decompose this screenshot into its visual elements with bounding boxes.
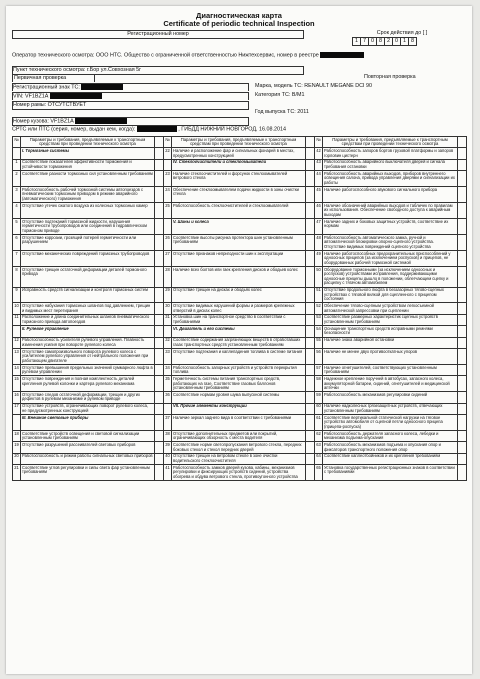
table-row bbox=[13, 376, 467, 392]
check-mark-cell bbox=[306, 465, 315, 481]
item-requirement: Работоспособность аварийных выходов, приборов внутреннего освещения салона, привода управления дверями и сигнализации их работы bbox=[323, 171, 458, 187]
item-number: 56 bbox=[315, 348, 323, 364]
item-number: 6 bbox=[13, 235, 21, 251]
item-number: 17 bbox=[13, 403, 21, 414]
check-mark-cell bbox=[155, 203, 164, 219]
check-mark-cell bbox=[458, 250, 467, 266]
section-title: I. Тормозные системы bbox=[21, 148, 155, 159]
table-row bbox=[13, 159, 467, 170]
check-mark-cell bbox=[458, 203, 467, 219]
check-mark-cell bbox=[306, 159, 315, 170]
year: Год выпуска ТС: 2011 bbox=[255, 109, 309, 115]
title-ru: Диагностическая карта bbox=[196, 11, 282, 20]
section-title: V. Шины и колеса bbox=[172, 219, 306, 235]
table-row bbox=[13, 403, 467, 414]
check-mark-cell bbox=[306, 187, 315, 203]
item-number bbox=[13, 415, 21, 431]
item-number: 51 bbox=[315, 287, 323, 303]
inspection-point: Пункт технического осмотра: г.Бор ул.Совхозная 5г bbox=[12, 66, 304, 75]
item-requirement: Работоспособность механизмов подъема и опускания опор и фиксаторов транспортного положения опор bbox=[323, 442, 458, 453]
check-mark-cell bbox=[155, 266, 164, 287]
check-mark-cell bbox=[155, 148, 164, 159]
item-number: 41 bbox=[164, 465, 172, 481]
item-number: 26 bbox=[164, 235, 172, 251]
item-requirement: Работоспособность запоров бортов грузовой платформы и запоров горловин цистерн bbox=[323, 148, 458, 159]
col-num: № bbox=[13, 137, 21, 148]
item-number: 37 bbox=[164, 415, 172, 431]
table-row bbox=[13, 431, 467, 442]
check-mark-cell bbox=[458, 266, 467, 287]
item-requirement: Отсутствие трещин остаточной деформации деталей тормозного привода bbox=[21, 266, 155, 287]
frame-no: Номер рамы: ОТСУТСТВУЕТ bbox=[12, 101, 249, 110]
table-row bbox=[13, 453, 467, 464]
reg-sign-box bbox=[12, 83, 249, 91]
check-mark-cell bbox=[155, 171, 164, 187]
check-mark-cell bbox=[458, 159, 467, 170]
item-requirement: Наличие работоспособных предохранительных приспособлений у одноосных прицепов (за исключением роспусков) и прицепов, не оборудованных рабочей тормозной системой bbox=[323, 250, 458, 266]
item-requirement: Герметичность системы питания транспортных средств, работающих на газе. Соответствие газовых баллонов установленным требованиям bbox=[172, 376, 306, 392]
redaction bbox=[137, 126, 177, 132]
check-mark-cell bbox=[458, 442, 467, 453]
item-requirement: Соответствие содержания загрязняющих веществ в отработавших газах транспортных средств установленным требованиям bbox=[172, 337, 306, 348]
check-mark-cell bbox=[155, 392, 164, 403]
item-number: 43 bbox=[315, 159, 323, 170]
item-number: 63 bbox=[315, 442, 323, 453]
item-requirement: Соответствие норме светопропускания ветрового стекла, передних боковых стекол и стекол передних дверей bbox=[172, 442, 306, 453]
item-number: 38 bbox=[164, 431, 172, 442]
col-mark bbox=[458, 137, 467, 148]
item-number: 27 bbox=[164, 250, 172, 266]
item-requirement: Отсутствие повреждения и полная комплектность деталей крепления рулевой колонки и картера рулевого механизма bbox=[21, 376, 155, 392]
check-mark-cell bbox=[458, 287, 467, 303]
item-requirement: Обеспечение стеклоомывателем подачи жидкости в зоны очистки стекла bbox=[172, 187, 306, 203]
vehicle-row-2 bbox=[12, 92, 466, 100]
check-mark-cell bbox=[155, 376, 164, 392]
check-mark-cell bbox=[155, 415, 164, 431]
operator-text: Оператор технического осмотра: ООО НТС. Общество с ограниченной ответственностью Нижтехсервис, номер в реестре bbox=[12, 52, 319, 59]
item-number: 3 bbox=[13, 187, 21, 203]
item-number: 28 bbox=[164, 266, 172, 287]
check-mark-cell bbox=[306, 219, 315, 235]
check-mark-cell bbox=[155, 465, 164, 481]
item-number: 35 bbox=[164, 376, 172, 392]
item-number: 36 bbox=[164, 392, 172, 403]
item-requirement: Отсутствие трещин на ветровом стекле в зоне очистки водительского стеклоочистителя bbox=[172, 453, 306, 464]
item-number: 55 bbox=[315, 337, 323, 348]
check-mark-cell bbox=[306, 442, 315, 453]
table-row bbox=[13, 364, 467, 375]
table-row bbox=[13, 337, 467, 348]
item-requirement: Отсутствие видимых нарушений формы и размеров крепежных отверстий в дисках колес bbox=[172, 303, 306, 314]
item-number: 61 bbox=[315, 415, 323, 431]
item-number: 1 bbox=[13, 159, 21, 170]
item-number: 16 bbox=[13, 392, 21, 403]
check-mark-cell bbox=[306, 337, 315, 348]
item-requirement: Отсутствие утечек сжатого воздуха из колесных тормозных камер bbox=[21, 203, 155, 219]
item-number: 18 bbox=[13, 431, 21, 442]
item-requirement: Оснащение транспортных средств исправными ремнями безопасности bbox=[323, 326, 458, 337]
item-number: 2 bbox=[13, 171, 21, 187]
repeat-check: Повторная проверка bbox=[364, 74, 416, 80]
item-number: 62 bbox=[315, 431, 323, 442]
item-requirement: Соответствие углов регулировки и силы света фар установленным требованиям bbox=[21, 465, 155, 481]
check-mark-cell bbox=[155, 348, 164, 364]
check-mark-cell bbox=[458, 392, 467, 403]
check-mark-cell bbox=[306, 235, 315, 251]
item-number: 20 bbox=[13, 453, 21, 464]
valid-until-digits bbox=[352, 37, 417, 46]
item-requirement: Отсутствие следов остаточной деформации, трещин и других дефектов в рулевом механизме и рулевом приводе bbox=[21, 392, 155, 403]
check-mark-cell bbox=[306, 148, 315, 159]
check-mark-cell bbox=[458, 148, 467, 159]
check-mark-cell bbox=[306, 326, 315, 337]
col-mark bbox=[155, 137, 164, 148]
check-mark-cell bbox=[155, 187, 164, 203]
item-number: 32 bbox=[164, 337, 172, 348]
check-mark-cell bbox=[306, 303, 315, 314]
check-mark-cell bbox=[458, 431, 467, 442]
check-mark-cell bbox=[458, 415, 467, 431]
item-number: 8 bbox=[13, 266, 21, 287]
digit: 8 bbox=[376, 38, 384, 45]
item-number: 47 bbox=[315, 219, 323, 235]
item-requirement: Работоспособность стеклоочистителей и стеклоомывателей bbox=[172, 203, 306, 219]
check-mark-cell bbox=[458, 376, 467, 392]
check-mark-cell bbox=[306, 431, 315, 442]
item-requirement: Отсутствие подтекания и каплепадения топлива в системе питания bbox=[172, 348, 306, 364]
item-number: 45 bbox=[315, 187, 323, 203]
operator-row bbox=[12, 52, 466, 59]
item-number: 5 bbox=[13, 219, 21, 235]
item-requirement: Отсутствие коррозии, грозящей потерей герметичности или разрушением bbox=[21, 235, 155, 251]
reg-sign-label: Регистрационный знак ТС: bbox=[13, 84, 80, 91]
body-no-box bbox=[12, 117, 249, 126]
digit: 7 bbox=[360, 38, 368, 45]
item-number: 7 bbox=[13, 250, 21, 266]
item-number: 23 bbox=[164, 171, 172, 187]
check-mark-cell bbox=[458, 314, 467, 325]
table-row bbox=[13, 415, 467, 431]
item-requirement: Наличие зеркал заднего вида в соответствии с требованиями bbox=[172, 415, 306, 431]
table-row bbox=[13, 326, 467, 337]
item-number: 30 bbox=[164, 303, 172, 314]
item-number bbox=[164, 326, 172, 337]
check-mark-cell bbox=[155, 250, 164, 266]
table-row bbox=[13, 314, 467, 325]
item-requirement: Наличие надколесных грязезащитных устройств, отвечающих установленным требованиям bbox=[323, 403, 458, 414]
table-row bbox=[13, 250, 467, 266]
vin: VIN: VF1BZ1A bbox=[13, 93, 49, 100]
item-number: 11 bbox=[13, 314, 21, 325]
item-number: 39 bbox=[164, 442, 172, 453]
item-requirement: Работоспособность держателя запасного колеса, лебедки и механизма подъема-опускания bbox=[323, 431, 458, 442]
certificate-page bbox=[6, 6, 472, 674]
item-requirement: Соответствие высоты рисунка протектора шин установленным требованиям bbox=[172, 235, 306, 251]
item-number: 12 bbox=[13, 337, 21, 348]
digit: 1 bbox=[400, 38, 408, 45]
digit: 0 bbox=[392, 38, 400, 45]
item-number: 13 bbox=[13, 348, 21, 364]
check-mark-cell bbox=[155, 442, 164, 453]
item-number: 25 bbox=[164, 203, 172, 219]
item-requirement: Отсутствие разрушений рассеивателей световых приборов bbox=[21, 442, 155, 453]
section-title: IV. Стеклоочистители и стеклоомыватели bbox=[172, 159, 306, 170]
check-mark-cell bbox=[155, 337, 164, 348]
check-mark-cell bbox=[155, 453, 164, 464]
table-row bbox=[13, 148, 467, 159]
check-mark-cell bbox=[155, 314, 164, 325]
title-en: Certificate of periodic technical Inspection bbox=[163, 19, 315, 28]
col-mark bbox=[306, 137, 315, 148]
check-mark-cell bbox=[306, 415, 315, 431]
table-row bbox=[13, 442, 467, 453]
check-mark-cell bbox=[458, 219, 467, 235]
section-title: VI. Двигатель и его системы bbox=[172, 326, 306, 337]
item-number: 34 bbox=[164, 364, 172, 375]
item-number bbox=[164, 219, 172, 235]
item-requirement: Соответствие вертикальной статической нагрузки на тяговое устройство автомобиля от сцепной петли одноосного прицепа (прицепа-роспуска) bbox=[323, 415, 458, 431]
item-number: 29 bbox=[164, 287, 172, 303]
table-row bbox=[13, 465, 467, 481]
vehicle-row-4 bbox=[12, 109, 466, 117]
item-requirement: Расположение и длина соединительных шлангов пневматического тормозного привода автопоездов bbox=[21, 314, 155, 325]
item-requirement: Соответствие устройств освещения и световой сигнализации установленным требованиям bbox=[21, 431, 155, 442]
table-row bbox=[13, 303, 467, 314]
item-number: 58 bbox=[315, 376, 323, 392]
redaction bbox=[81, 84, 123, 90]
item-number: 21 bbox=[13, 465, 21, 481]
item-requirement: Отсутствие подтеканий тормозной жидкости, нарушения герметичности трубопроводов или соединений в гидравлическом тормозном приводе bbox=[21, 219, 155, 235]
item-requirement: Наличие стеклоочистителей и форсунок стеклоомывателей ветрового стекла bbox=[172, 171, 306, 187]
check-mark-cell bbox=[458, 364, 467, 375]
item-number: 44 bbox=[315, 171, 323, 187]
item-requirement: Наличие не менее двух противооткатных упоров bbox=[323, 348, 458, 364]
item-requirement: Работоспособность запорных устройств и устройств перекрытия топлива bbox=[172, 364, 306, 375]
redaction bbox=[50, 93, 102, 99]
srts-label: СРТС или ПТС (серия, номер, выдан кем, когда): bbox=[12, 126, 136, 133]
item-number: 10 bbox=[13, 303, 21, 314]
check-mark-cell bbox=[155, 364, 164, 375]
item-requirement: Соответствие разности тормозных сил установленным требованиям bbox=[21, 171, 155, 187]
col-header: Параметры и требования, предъявляемые к транспортным средствам при проведении технического осмотра bbox=[323, 137, 458, 148]
item-number: 46 bbox=[315, 203, 323, 219]
item-number: 54 bbox=[315, 326, 323, 337]
section-title: VII. Прочие элементы конструкции bbox=[172, 403, 306, 414]
item-requirement: Отсутствие дополнительных предметов или покрытий, ограничивающих обзорность с места водителя bbox=[172, 431, 306, 442]
table-row bbox=[13, 171, 467, 187]
item-requirement: Наличие и расположение фар и сигнальных фонарей в местах, предусмотренных конструкцией bbox=[172, 148, 306, 159]
item-requirement: Отсутствие механических повреждений тормозных трубопроводов bbox=[21, 250, 155, 266]
check-mark-cell bbox=[458, 403, 467, 414]
table-row bbox=[13, 392, 467, 403]
table-row bbox=[13, 348, 467, 364]
check-mark-cell bbox=[306, 314, 315, 325]
item-number bbox=[164, 403, 172, 414]
check-mark-cell bbox=[155, 303, 164, 314]
check-mark-cell bbox=[306, 453, 315, 464]
item-requirement: Исправность средств сигнализации и контроля тормозных систем bbox=[21, 287, 155, 303]
check-mark-cell bbox=[155, 159, 164, 170]
check-mark-cell bbox=[306, 376, 315, 392]
inspection-table bbox=[12, 136, 467, 481]
item-number: 60 bbox=[315, 403, 323, 414]
check-mark-cell bbox=[458, 171, 467, 187]
item-number: 48 bbox=[315, 235, 323, 251]
check-mark-cell bbox=[306, 364, 315, 375]
check-mark-cell bbox=[458, 187, 467, 203]
item-requirement: Наличие знака аварийной остановки bbox=[323, 337, 458, 348]
item-requirement: Отсутствие превышения предельных значений суммарного люфта в рулевом управлении bbox=[22, 364, 153, 375]
category: Категория ТС: B/M1 bbox=[255, 92, 305, 98]
check-mark-cell bbox=[155, 235, 164, 251]
check-type-row bbox=[12, 74, 466, 82]
check-mark-cell bbox=[458, 303, 467, 314]
vin-box bbox=[12, 92, 249, 100]
section-title: III. Внешние световые приборы bbox=[21, 415, 155, 431]
check-mark-cell bbox=[306, 266, 315, 287]
redaction bbox=[320, 52, 364, 58]
item-requirement: Наличие обозначений аварийных выходов и табличек по правилам их использования. Обеспечение свободного доступа к аварийным выходам bbox=[323, 203, 458, 219]
col-header: Параметры и требования, предъявляемые к транспортным средствам при проведении технического осмотра bbox=[172, 137, 306, 148]
srts-issued: , ГИБДД НИЖНИЙ НОВГОРОД, 16.08.2014 bbox=[178, 126, 286, 133]
item-requirement: Отсутствие трещин на дисках и ободьях колес bbox=[172, 287, 306, 303]
item-number: 65 bbox=[315, 465, 323, 481]
digit: 0 bbox=[368, 38, 376, 45]
item-number: 59 bbox=[315, 392, 323, 403]
check-mark-cell bbox=[458, 348, 467, 364]
item-number: 19 bbox=[13, 442, 21, 453]
col-num: № bbox=[315, 137, 323, 148]
digit: 8 bbox=[408, 38, 416, 45]
item-requirement: Наличие огнетушителей, соответствующих установленным требованиям bbox=[323, 364, 458, 375]
item-number: 14 bbox=[13, 364, 21, 375]
item-number: 52 bbox=[315, 303, 323, 314]
item-requirement: Обеспечение тягово-сцепным устройством легкосъемной автоматической запрессовки при сцеплении bbox=[323, 303, 458, 314]
table-row bbox=[13, 287, 467, 303]
check-mark-cell bbox=[155, 431, 164, 442]
item-number: 53 bbox=[315, 314, 323, 325]
item-number: 4 bbox=[13, 203, 21, 219]
item-requirement: Работоспособность усилителя рулевого управления. Плавность изменения усилия при повороте рулевого колеса bbox=[21, 337, 155, 348]
item-requirement: Работоспособность рабочей тормозной системы автопоездов с пневматическим тормозным приводом в режиме аварийного (автоматического) торможения bbox=[21, 187, 155, 203]
check-mark-cell bbox=[458, 453, 467, 464]
item-requirement: Отсутствие самопроизвольного поворота рулевого колеса с усилителем рулевого управления от нейтрального положения при работающем двигателе bbox=[21, 348, 155, 364]
table-body bbox=[13, 148, 467, 481]
check-mark-cell bbox=[306, 203, 315, 219]
primary-check: Первичная проверка bbox=[12, 74, 95, 82]
item-number bbox=[164, 159, 172, 170]
check-mark-cell bbox=[458, 337, 467, 348]
registration-row bbox=[12, 30, 466, 46]
item-requirement: Наличие всех болтов или гаек крепления дисков и ободьев колес bbox=[172, 266, 306, 287]
item-requirement: Оборудование тормозными (за исключением одноосных и роспусков) устройствами исправления, поддерживающими одноосные прицепы дышло в положении, облегчающем сцепку и расцепку с тягачом автомобилем bbox=[323, 266, 458, 287]
col-header: Параметры и требования, предъявляемые к транспортным средствам при проведении технического осмотра bbox=[21, 137, 155, 148]
digit: 2 bbox=[384, 38, 392, 45]
check-mark-cell bbox=[306, 250, 315, 266]
body-no: Номер кузова: VF1BZ1A bbox=[13, 118, 74, 125]
valid-until-label: Срок действия до [ ] bbox=[376, 30, 428, 36]
item-number: 22 bbox=[164, 148, 172, 159]
item-number: 40 bbox=[164, 453, 172, 464]
srts-row bbox=[12, 126, 466, 133]
check-mark-cell bbox=[306, 348, 315, 364]
redaction bbox=[75, 118, 127, 124]
item-number: 31 bbox=[164, 314, 172, 325]
table-row bbox=[13, 203, 467, 219]
item-requirement: Соответствие показателей эффективности торможения и устойчивости торможения bbox=[21, 159, 155, 170]
item-requirement: Работоспособность замков дверей кузова, кабины, механизмов регулировки и фиксирующих устройств сидений, устройства обогрева и обдува ветрового стекла, противоугонного устройства bbox=[172, 465, 306, 481]
item-requirement: Отсутствие набухания тормозных шлангов под давлением, трещин и видимых мест перетирания bbox=[21, 303, 155, 314]
table-row bbox=[13, 235, 467, 251]
item-requirement: Наличие задних и боковых защитных устройств, соответствие их нормам bbox=[323, 219, 458, 235]
item-requirement: Установка государственных регистрационных знаков в соответствии с требованиями bbox=[323, 465, 458, 481]
check-mark-cell bbox=[306, 403, 315, 414]
check-mark-cell bbox=[306, 287, 315, 303]
item-number: 50 bbox=[315, 266, 323, 287]
make-model: Марка, модель ТС: RENAULT MEGANE DCI 90 bbox=[255, 83, 372, 89]
check-mark-cell bbox=[458, 235, 467, 251]
check-mark-cell bbox=[155, 287, 164, 303]
table-header bbox=[13, 137, 467, 148]
check-mark-cell bbox=[458, 326, 467, 337]
item-requirement: Работоспособность автоматического замка, ручной и автоматической блокировки опорно-сцепного устройства. Отсутствие видимых повреждений сцепного устройства bbox=[323, 235, 458, 251]
item-requirement: Соответствие размерных характеристик сцепных устройств установленным требованиям bbox=[323, 314, 458, 325]
item-requirement: Работоспособность аварийного выключателя дверей и сигнала требования остановки bbox=[323, 159, 458, 170]
header bbox=[6, 12, 472, 28]
table-row bbox=[13, 266, 467, 287]
check-mark-cell bbox=[306, 171, 315, 187]
item-number: 15 bbox=[13, 376, 21, 392]
item-number bbox=[13, 326, 21, 337]
item-requirement: Работоспособность механизмов регулировки сидений bbox=[323, 392, 458, 403]
table-row bbox=[13, 187, 467, 203]
check-mark-cell bbox=[155, 219, 164, 235]
section-title: II. Рулевое управление bbox=[21, 326, 155, 337]
item-number: 24 bbox=[164, 187, 172, 203]
item-requirement: Работоспособность и режим работы сигнальных световых приборов bbox=[21, 453, 155, 464]
item-number: 49 bbox=[315, 250, 323, 266]
check-mark-cell bbox=[155, 326, 164, 337]
item-requirement: Соответствие каплеотбойников и их крепления требованиям bbox=[323, 453, 458, 464]
col-num: № bbox=[164, 137, 172, 148]
item-requirement: Отсутствие устройств, ограничивающих поворот рулевого колеса, не предусмотренных конструкцией bbox=[21, 403, 155, 414]
reg-number-label: Регистрационный номер bbox=[12, 30, 304, 39]
item-number: 33 bbox=[164, 348, 172, 364]
check-mark-cell bbox=[458, 465, 467, 481]
item-requirement: Отсутствие признаков непригодности шин к эксплуатации bbox=[172, 250, 306, 266]
digit: 1 bbox=[354, 38, 359, 44]
item-requirement: Отсутствие продольного люфта в беззазорных тягово-сцепных устройствах с тяговой вилкой для сцепленного с прицепом состояния bbox=[323, 287, 458, 303]
check-mark-cell bbox=[155, 403, 164, 414]
item-requirement: Наличие работоспособного звукового сигнального прибора bbox=[323, 187, 458, 203]
item-number: 42 bbox=[315, 148, 323, 159]
vehicle-row-1 bbox=[12, 83, 466, 91]
table-row bbox=[13, 219, 467, 235]
item-requirement: Установка шин на транспортное средство в соответствии с требованиями bbox=[172, 314, 306, 325]
item-requirement: Надежное крепление поручней в автобусах, запасного колеса, аккумуляторной батареи, сидений, огнетушителей и медицинской аптечки bbox=[323, 376, 458, 392]
item-requirement: Соответствие нормам уровня шума выпускной системы bbox=[172, 392, 306, 403]
item-number bbox=[13, 148, 21, 159]
item-number: 64 bbox=[315, 453, 323, 464]
check-mark-cell bbox=[306, 392, 315, 403]
item-number: 57 bbox=[315, 364, 323, 375]
item-number: 9 bbox=[13, 287, 21, 303]
